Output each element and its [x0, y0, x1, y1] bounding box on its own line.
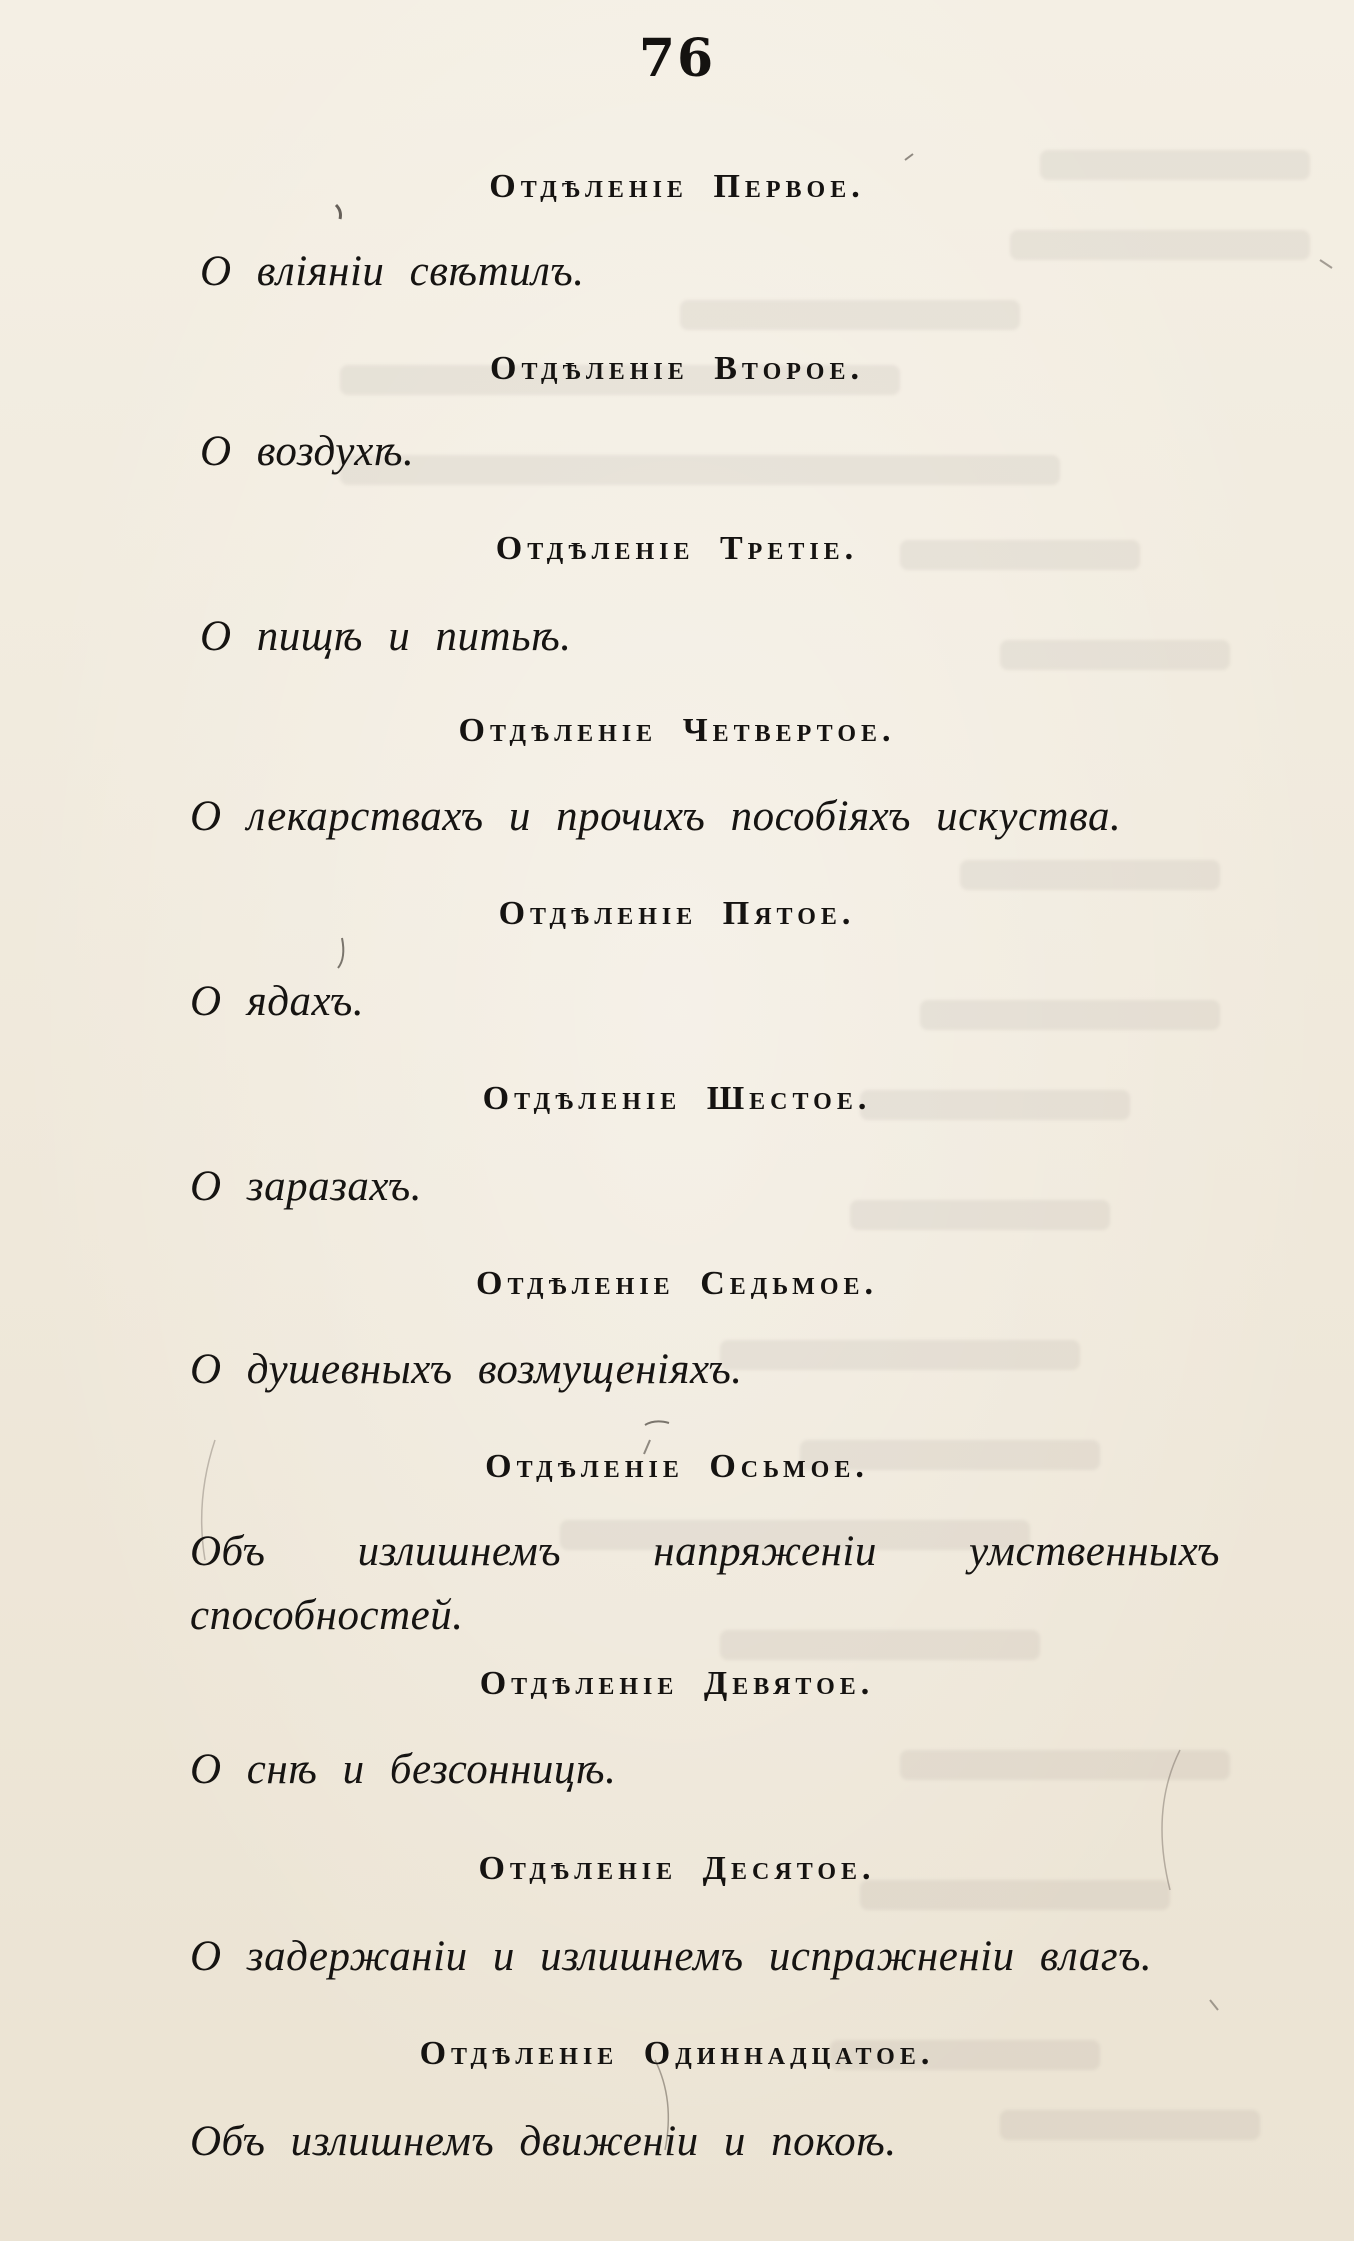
section-heading: Отдѣленіе Одиннадцатое.: [419, 2035, 935, 2072]
section-text: О лекарствахъ и прочихъ пособіяхъ искуства.: [190, 793, 1122, 840]
section-heading: Отдѣленіе Третіе.: [495, 530, 859, 567]
section-text: О пищѣ и питьѣ.: [200, 613, 572, 660]
section-heading: Отдѣленіе Четвертое.: [458, 712, 896, 749]
section-text: О воздухѣ.: [200, 428, 415, 475]
section-text: Объ излишнемъ движеніи и покоѣ.: [190, 2118, 897, 2165]
section-text: О ядахъ.: [190, 978, 365, 1025]
section-heading: Отдѣленіе Первое.: [489, 168, 865, 205]
section-heading: Отдѣленіе Седьмое.: [476, 1265, 878, 1302]
bleed-line: [960, 860, 1220, 890]
section-text: О вліяніи свѣтилъ.: [200, 248, 585, 295]
section-text: Объ излишнемъ напряженіи умственныхъ способностей.: [190, 1528, 1220, 1639]
section-text: О душевныхъ возмущеніяхъ.: [190, 1346, 743, 1393]
section-heading: Отдѣленіе Девятое.: [479, 1665, 875, 1702]
bleed-line: [680, 300, 1020, 330]
section-heading: Отдѣленіе Шестое.: [482, 1080, 872, 1117]
section-heading: Отдѣленіе Пятое.: [498, 895, 856, 932]
section-heading: Отдѣленіе Второе.: [490, 350, 864, 387]
section-heading: Отдѣленіе Осьмое.: [485, 1448, 869, 1485]
section-text: О задержаніи и излишнемъ испражненіи влагъ.: [190, 1933, 1153, 1980]
section-text: О снѣ и безсонницѣ.: [190, 1746, 617, 1793]
page-number: 76: [638, 28, 716, 89]
section-text: О заразахъ.: [190, 1163, 422, 1210]
section-heading: Отдѣленіе Десятое.: [478, 1850, 876, 1887]
